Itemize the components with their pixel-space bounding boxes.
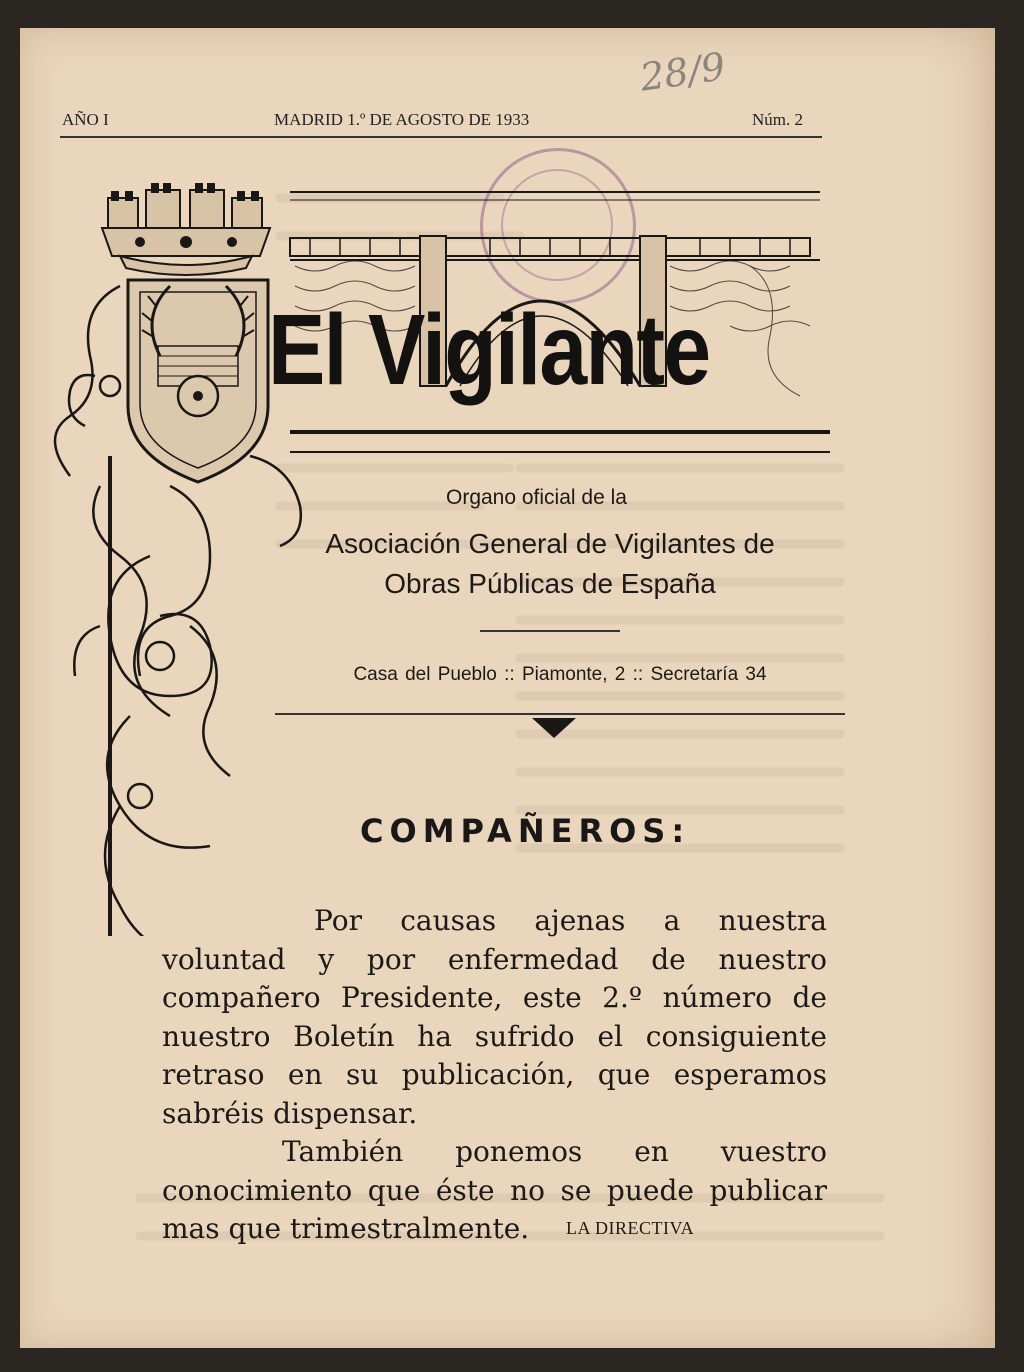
signature: LA DIRECTIVA	[566, 1218, 695, 1238]
handwritten-note: 28/9	[637, 44, 728, 100]
notice-paragraph-2: También ponemos en vuestro conocimiento que éste no se puede publicar mas que trimestralmente.	[162, 1135, 827, 1245]
notice-body	[162, 902, 827, 1249]
address-line: Casa del Pueblo :: Piamonte, 2 :: Secretaría 34	[353, 664, 767, 685]
notice-paragraph-1: Por causas ajenas a nuestra voluntad y por enfermedad de nuestro compañero Presidente, este 2.º número de nuestro Boletín ha sufrido el consiguiente retraso en su publicación, que esperamos sabréis dispensar.	[162, 904, 827, 1130]
issue-header	[62, 110, 820, 132]
notice-heading: COMPAÑEROS:	[360, 812, 691, 850]
crown-icon	[102, 184, 270, 275]
date-label: MADRID 1.º DE AGOSTO DE 1933	[274, 110, 530, 129]
header-rule	[60, 136, 822, 138]
subtitle-public-works: Obras Públicas de España	[384, 568, 716, 599]
address-divider	[275, 713, 845, 715]
triangle-ornament-icon	[532, 718, 576, 738]
masthead-title: El Vigilante	[268, 294, 710, 406]
newspaper-page	[20, 28, 995, 1348]
shield-icon	[128, 280, 268, 482]
issue-number: Núm. 2	[752, 110, 803, 129]
short-divider	[480, 630, 620, 632]
subtitle-organ: Organo oficial de la	[446, 486, 627, 509]
subtitle-association: Asociación General de Vigilantes de	[325, 528, 775, 559]
year-label: AÑO I	[62, 110, 109, 129]
